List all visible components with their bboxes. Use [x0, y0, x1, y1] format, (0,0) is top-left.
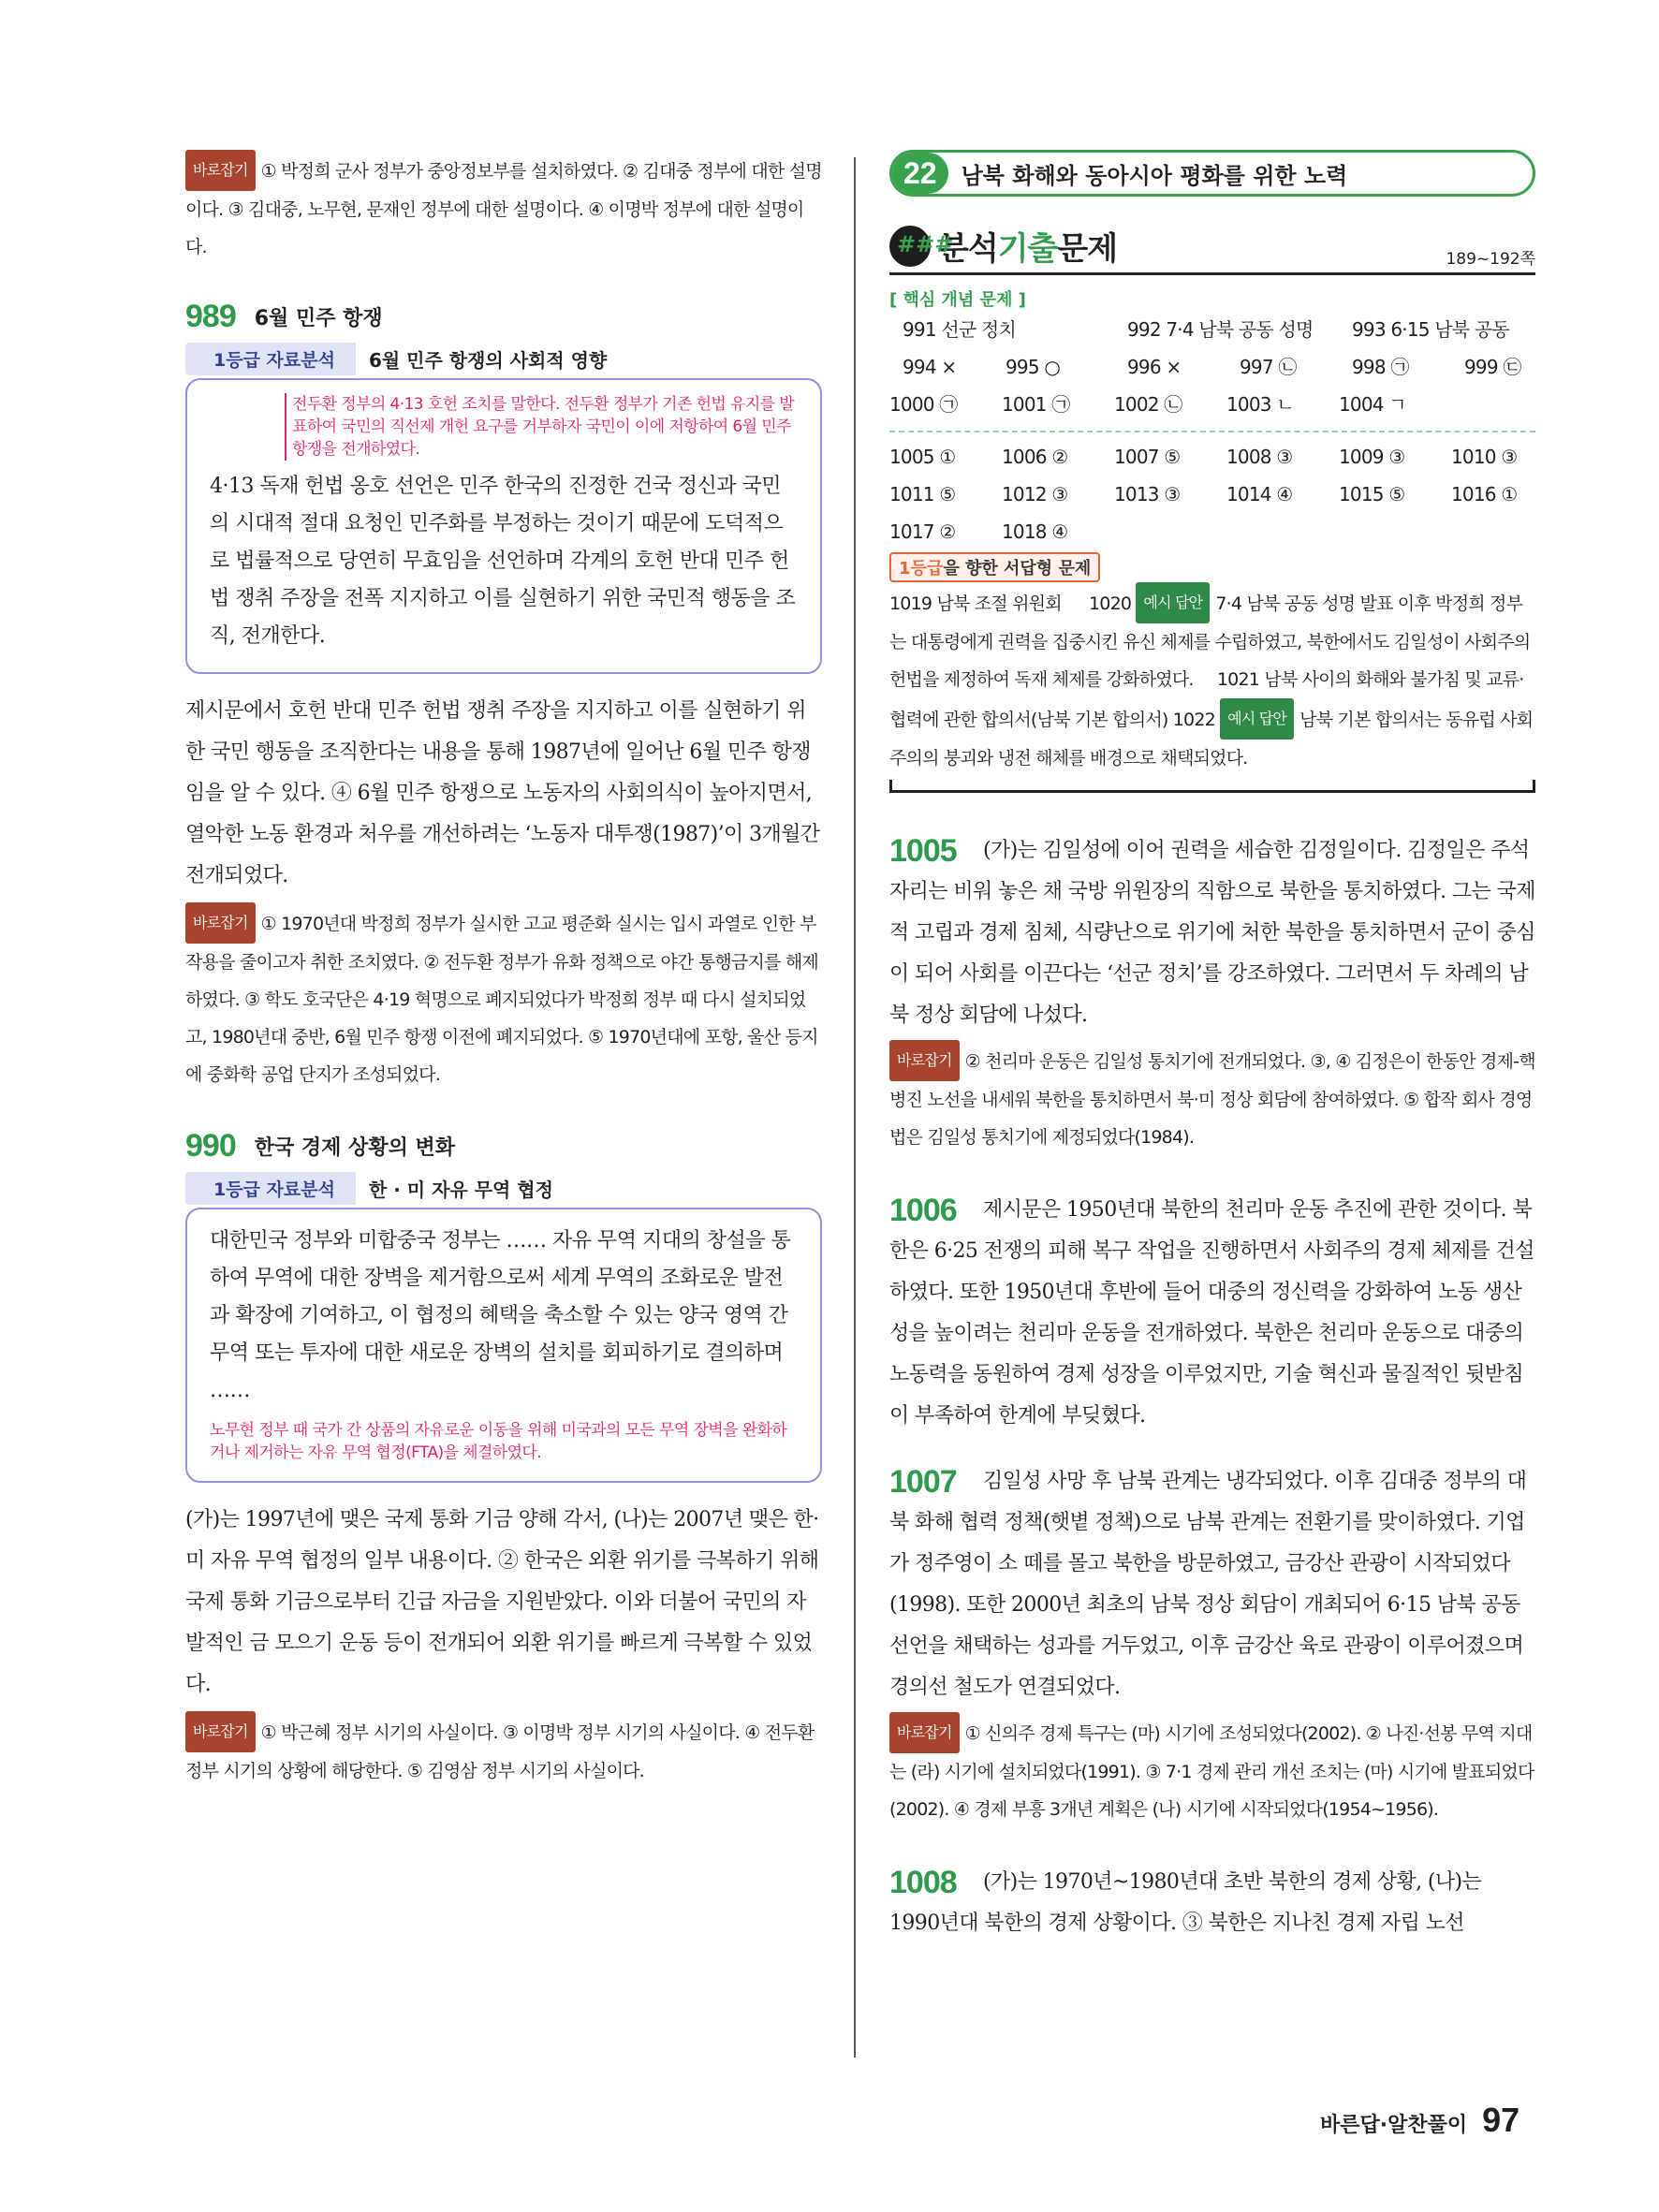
explanation-text: 제시문에서 호헌 반대 민주 헌법 쟁취 주장을 지지하고 이를 실현하기 위한 국민 행동을 조직한다는 내용을 통해 1987년에 일어난 6월 민주 항쟁임을 알 수 있다. ④ 6월 민주 항쟁으로 노동자의 사회의식이 높아지면서, 열악한 노동 환경과 처우를 개선하려는 ‘노동자 대투쟁(1987)’이 3개월간 전개되었다.	[185, 699, 820, 887]
question-number: 1007	[889, 1463, 957, 1500]
explanation-text: (가)는 1997년에 맺은 국제 통화 기금 양해 각서, (나)는 2007년 맺은 한·미 자유 무역 협정의 일부 내용이다. ② 한국은 외환 위기를 극복하기 위해 국제 통화 기금으로부터 긴급 자금을 지원받았다. 이와 더불어 국민의 자발적인 금 모으기 운동 등이 전개되어 외환 위기를 빠르게 극복할 수 있었다.	[185, 1508, 819, 1696]
answer-row: 1005 ① 1006 ② 1007 ⑤ 1008 ③ 1009 ③ 1010 ③	[889, 446, 1518, 468]
page-number: 97	[1482, 2101, 1520, 2139]
answer-row: 1000 ㉠ 1001 ㉠ 1002 ㉡ 1003 ㄴ 1004 ㄱ	[889, 393, 1406, 416]
question-title: 한국 경제 상황의 변화	[254, 1135, 455, 1160]
analysis-rule	[889, 272, 1535, 275]
source-analysis-tag: 1등급 자료분석	[185, 343, 356, 375]
source-box	[185, 1208, 822, 1483]
analysis-header	[889, 223, 1535, 269]
explanation-text: 제시문은 1950년대 북한의 천리마 운동 추진에 관한 것이다. 북한은 6·25 전쟁의 피해 복구 작업을 진행하면서 사회주의 경제 체제를 건설하였다. 또한 1950년대 후반에 들어 대중의 정신력을 강화하여 노동 생산성을 높이려는 천리마 운동을 전개하였다. 북한은 천리마 운동으로 대중의 노동력을 동원하여 경제 성장을 이루었지만, 기술 혁신과 물질적인 뒷받침이 부족하여 한계에 부딪혔다.	[889, 1198, 1534, 1428]
right-column	[889, 150, 1535, 1944]
essay-answer-1022-number: 1022	[1172, 710, 1215, 730]
correction-tag: 바로잡기	[889, 1040, 960, 1081]
page-footer	[1320, 2101, 1520, 2140]
section-header	[889, 150, 1535, 197]
question-title: 6월 민주 항쟁	[254, 306, 383, 330]
page-range: 189~192쪽	[1446, 250, 1535, 269]
question-header-990	[185, 1125, 822, 1166]
question-number: 990	[185, 1127, 236, 1164]
essay-header	[889, 552, 1535, 582]
correction-note	[185, 150, 822, 266]
essay-label: 1등급을 향한 서답형 문제	[889, 552, 1100, 582]
source-analysis-title: 한 · 미 자유 무역 협정	[368, 1178, 553, 1201]
correction-text: ① 1970년대 박정희 정부가 실시한 고교 평준화 실시는 입시 과열로 인한 부작용을 줄이고자 취한 조치였다. ② 전두환 정부가 유화 정책으로 야간 통행금지를 해제하였다. ③ 학도 호국단은 4·19 혁명으로 폐지되었다가 박정희 정부 때 다시 설치되었고, 1980년대 중반, 6월 민주 항쟁 이전에 폐지되었다. ⑤ 1970년대에 포항, 울산 등지에 중화학 공업 단지가 조성되었다.	[185, 914, 818, 1085]
correction-tag: 바로잡기	[185, 902, 256, 944]
correction-note	[889, 1712, 1535, 1828]
question-header-989	[185, 296, 822, 337]
core-concept-label: [ 핵심 개념 문제 ]	[889, 290, 1026, 310]
source-analysis-tag: 1등급 자료분석	[185, 1172, 356, 1205]
footer-label: 바른답·알찬풀이	[1320, 2114, 1468, 2137]
question-number: 1008	[889, 1864, 957, 1900]
source-analysis-header	[185, 1172, 822, 1204]
correction-text: ① 박근혜 정부 시기의 사실이다. ③ 이명박 정부 시기의 사실이다. ④ 전두환 정부 시기의 상황에 해당한다. ⑤ 김영삼 정부 시기의 사실이다.	[185, 1722, 815, 1781]
essay-answer-1020: 7·4 남북 공동 성명 발표 이후 박정희 정부는 대통령에게 권력을 집중시킨 유신 체제를 수립하였고, 북한에서도 김일성이 사회주의 헌법을 제정하여 독재 체제를 강화하였다.	[889, 593, 1531, 690]
answer-row: 994 × 995 ○ 996 × 997 ㉡ 998 ㉠ 999 ㉢	[903, 356, 1521, 378]
source-text: 대한민국 정부와 미합중국 정부는 …… 자유 무역 지대의 창설을 통하여 무역에 대한 장벽을 제거함으로써 세계 무역의 조화로운 발전과 확장에 기여하고, 이 협정의 혜택을 축소할 수 있는 양국 영역 간 무역 또는 투자에 대한 새로운 장벽의 설치를 회피하기로 결의하며 ……	[210, 1229, 791, 1402]
source-analysis-header	[185, 343, 822, 374]
question-number: 1005	[889, 832, 957, 869]
essay-answer-1019: 1019 남북 조절 위원회	[889, 593, 1062, 614]
source-box	[185, 378, 822, 674]
hash-icon: ###	[889, 226, 931, 267]
left-column	[185, 150, 822, 1790]
question-number: 989	[185, 298, 236, 334]
section-number: 22	[892, 153, 948, 194]
correction-note	[185, 1711, 822, 1790]
analysis-close-rule	[889, 784, 1535, 793]
essay-answer-1020-number: 1020	[1089, 593, 1132, 614]
correction-text: ② 천리마 운동은 김일성 통치기에 전개되었다. ③, ④ 김정은이 한동안 경제-핵 병진 노선을 내세워 북한을 통치하면서 북·미 정상 회담에 참여하였다. ⑤ 합작 회사 경영법은 김일성 통치기에 제정되었다(1984).	[889, 1051, 1535, 1148]
correction-tag: 바로잡기	[889, 1712, 960, 1753]
explanation-text: (가)는 김일성에 이어 권력을 세습한 김정일이다. 김정일은 주석 자리는 비워 놓은 채 국방 위원장의 직함으로 북한을 통치하였다. 그는 국제적 고립과 경제 침체, 식량난으로 위기에 처한 북한을 통치하면서 군이 중심이 되어 사회를 이끈다는 ‘선군 정치’를 강조하였다. 그러면서 두 차례의 남북 정상 회담에 나섰다.	[889, 839, 1535, 1027]
column-divider	[854, 157, 856, 2058]
dashed-divider	[889, 431, 1535, 432]
correction-note	[889, 1040, 1535, 1156]
source-text: 4·13 독재 헌법 옹호 선언은 민주 한국의 진정한 건국 정신과 국민의 시대적 절대 요청인 민주화를 부정하는 것이기 때문에 도덕적으로 법률적으로 당연히 무효임을 선언하며 각계의 호헌 반대 민주 헌법 쟁취 주장을 전폭 지지하고 이를 실현하기 위한 국민적 행동을 조직, 전개한다.	[210, 475, 796, 648]
explanation-text: (가)는 1970년~1980년대 초반 북한의 경제 상황, (나)는 1990년대 북한의 경제 상황이다. ③ 북한은 지나친 경제 자립 노선	[889, 1870, 1482, 1935]
essay-answer-1022: 남북 기본 합의서는 동유럽 사회주의의 붕괴와 냉전 해체를 배경으로 채택되었다.	[889, 710, 1534, 769]
analysis-title: 분석기출문제	[938, 230, 1118, 268]
essay-answers	[889, 582, 1535, 777]
question-number: 1006	[889, 1192, 957, 1228]
annotation-text: 전두환 정부의 4·13 호헌 조치를 말한다. 전두환 정부가 기존 헌법 유지를 발표하여 국민의 직선제 개헌 요구를 거부하자 국민이 이에 저항하여 6월 민주 항쟁을 전개하였다.	[285, 393, 798, 461]
answer-row: 1011 ⑤ 1012 ③ 1013 ③ 1014 ④ 1015 ⑤ 1016 ①	[889, 483, 1518, 505]
correction-text: ① 박정희 군사 정부가 중앙정보부를 설치하였다. ② 김대중 정부에 대한 설명이다. ③ 김대중, 노무현, 문재인 정부에 대한 설명이다. ④ 이명박 정부에 대한 설명이다.	[185, 161, 822, 257]
answer-row: 1017 ② 1018 ④	[889, 520, 1068, 543]
correction-tag: 바로잡기	[185, 150, 256, 191]
explanation-text: 김일성 사망 후 남북 관계는 냉각되었다. 이후 김대중 정부의 대북 화해 협력 정책(햇볕 정책)으로 남북 관계는 전환기를 맞이하였다. 기업가 정주영이 소 떼를 몰고 북한을 방문하였고, 금강산 관광이 시작되었다(1998). 또한 2000년 최초의 남북 정상 회담이 개최되어 6·15 남북 공동 선언을 채택하는 성과를 거두었고, 이후 금강산 육로 관광이 이루어졌으며 경의선 철도가 연결되었다.	[889, 1470, 1527, 1699]
correction-note	[185, 902, 822, 1093]
correction-tag: 바로잡기	[185, 1711, 256, 1752]
correction-text: ① 신의주 경제 특구는 (마) 시기에 조성되었다(2002). ② 나진·선봉 무역 지대는 (라) 시기에 설치되었다(1991). ③ 7·1 경제 관리 개선 조치는 (마) 시기에 발표되었다(2002). ④ 경제 부흥 3개년 계획은 (나) 시기에 시작되었다(1954~1956).	[889, 1723, 1534, 1820]
example-answer-tag: 예시 답안	[1136, 582, 1210, 623]
example-answer-tag: 예시 답안	[1220, 698, 1294, 740]
essay-answer-1021: 1021 남북 사이의 화해와 불가침 및 교류·협력에 관한 합의서(남북 기본 합의서)	[889, 669, 1524, 730]
answer-row: 991 선군 정치 992 7·4 남북 공동 성명 993 6·15 남북 공동	[903, 318, 1509, 341]
section-title: 남북 화해와 동아시아 평화를 위한 노력	[961, 162, 1348, 189]
annotation-text: 노무현 정부 때 국가 간 상품의 자유로운 이동을 위해 미국과의 모든 무역 장벽을 완화하거나 제거하는 자유 무역 협정(FTA)을 체결하였다.	[210, 1421, 787, 1462]
source-analysis-title: 6월 민주 항쟁의 사회적 영향	[368, 348, 608, 372]
